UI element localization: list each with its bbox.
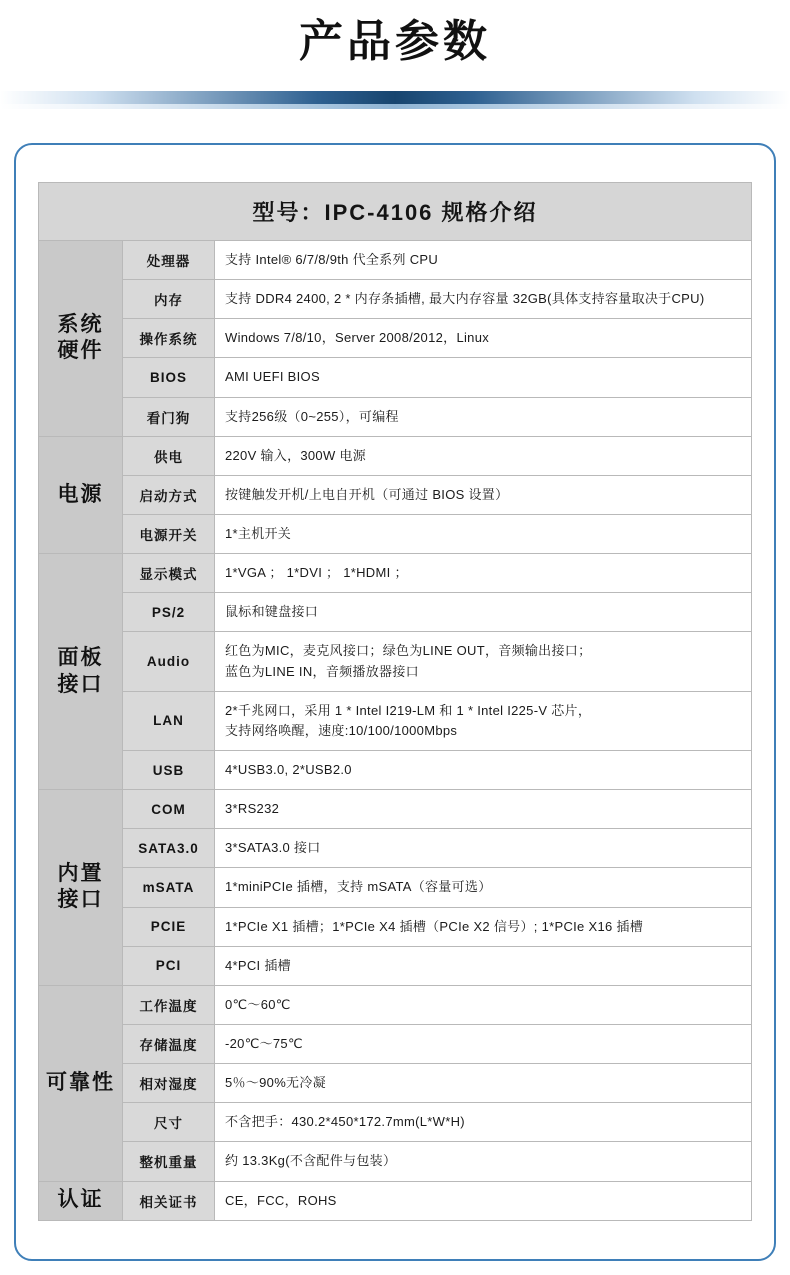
spec-name-cell: mSATA (123, 868, 215, 907)
spec-value-cell: 约 13.3Kg(不含配件与包装） (215, 1142, 752, 1181)
spec-value-cell: 鼠标和键盘接口 (215, 593, 752, 632)
spec-value-cell: 1*VGA ； 1*DVI ； 1*HDMI ； (215, 554, 752, 593)
spec-table-body (39, 183, 752, 1221)
spec-value-cell: 1*主机开关 (215, 514, 752, 553)
spec-name-cell: 相对湿度 (123, 1064, 215, 1103)
category-cell: 可靠性 (39, 985, 123, 1181)
spec-name-cell: PCI (123, 946, 215, 985)
table-row (39, 475, 752, 514)
spec-name-cell: 启动方式 (123, 475, 215, 514)
spec-value-cell: 5％～90%无冷凝 (215, 1064, 752, 1103)
category-cell: 认证 (39, 1181, 123, 1220)
page-title: 产品参数 (299, 17, 491, 66)
spec-name-cell: 显示模式 (123, 554, 215, 593)
table-header-row (39, 183, 752, 241)
table-row (39, 632, 752, 691)
table-row (39, 241, 752, 280)
spec-value-cell: CE，FCC，ROHS (215, 1181, 752, 1220)
spec-name-cell: 内存 (123, 280, 215, 319)
table-row (39, 554, 752, 593)
spec-value-cell: 1*PCIe X1 插槽；1*PCIe X4 插槽（PCIe X2 信号）; 1*PCIe X16 插槽 (215, 907, 752, 946)
spec-value-cell: 不含把手：430.2*450*172.7mm(L*W*H) (215, 1103, 752, 1142)
spec-name-cell: PS/2 (123, 593, 215, 632)
category-cell: 面板 接口 (39, 554, 123, 790)
spec-value-cell: 支持256级（0~255），可编程 (215, 397, 752, 436)
title-divider-bar (0, 91, 790, 104)
table-row (39, 790, 752, 829)
spec-name-cell: 电源开关 (123, 514, 215, 553)
table-row (39, 1103, 752, 1142)
table-row (39, 1181, 752, 1220)
spec-value-cell: Windows 7/8/10，Server 2008/2012，Linux (215, 319, 752, 358)
spec-name-cell: PCIE (123, 907, 215, 946)
spec-name-cell: Audio (123, 632, 215, 691)
table-row (39, 593, 752, 632)
spec-name-cell: SATA3.0 (123, 829, 215, 868)
table-row (39, 358, 752, 397)
table-row (39, 907, 752, 946)
spec-name-cell: USB (123, 750, 215, 789)
table-row (39, 397, 752, 436)
spec-name-cell: BIOS (123, 358, 215, 397)
spec-value-cell: 红色为MIC，麦克风接口；绿色为LINE OUT，音频输出接口； 蓝色为LINE IN，音频播放器接口 (215, 632, 752, 691)
category-cell: 电源 (39, 436, 123, 553)
spec-value-cell: 支持 Intel® 6/7/8/9th 代全系列 CPU (215, 241, 752, 280)
spec-value-cell: 按键触发开机/上电自开机（可通过 BIOS 设置） (215, 475, 752, 514)
table-row (39, 946, 752, 985)
spec-value-cell: 3*SATA3.0 接口 (215, 829, 752, 868)
table-row (39, 319, 752, 358)
spec-value-cell: 1*miniPCIe 插槽，支持 mSATA（容量可选） (215, 868, 752, 907)
spec-value-cell: 220V 输入，300W 电源 (215, 436, 752, 475)
table-row (39, 691, 752, 750)
spec-name-cell: 看门狗 (123, 397, 215, 436)
spec-value-cell: -20℃～75℃ (215, 1024, 752, 1063)
model-header-cell: 型号：IPC-4106 规格介绍 (39, 183, 752, 241)
spec-value-cell: 4*USB3.0, 2*USB2.0 (215, 750, 752, 789)
spec-value-cell: 2*千兆网口，采用 1 * Intel I219-LM 和 1 * Intel I225-V 芯片， 支持网络唤醒，速度:10/100/1000Mbps (215, 691, 752, 750)
spec-value-cell: 4*PCI 插槽 (215, 946, 752, 985)
spec-name-cell: 处理器 (123, 241, 215, 280)
table-row (39, 750, 752, 789)
spec-value-cell: 3*RS232 (215, 790, 752, 829)
spec-name-cell: 存储温度 (123, 1024, 215, 1063)
table-row (39, 1142, 752, 1181)
spec-name-cell: 供电 (123, 436, 215, 475)
spec-name-cell: 操作系统 (123, 319, 215, 358)
table-row (39, 1064, 752, 1103)
table-row (39, 985, 752, 1024)
title-divider (0, 85, 790, 111)
spec-value-cell: AMI UEFI BIOS (215, 358, 752, 397)
spec-value-cell: 0℃～60℃ (215, 985, 752, 1024)
category-cell: 内置 接口 (39, 790, 123, 986)
spec-name-cell: 工作温度 (123, 985, 215, 1024)
table-row (39, 514, 752, 553)
spec-name-cell: 相关证书 (123, 1181, 215, 1220)
spec-name-cell: 尺寸 (123, 1103, 215, 1142)
spec-name-cell: COM (123, 790, 215, 829)
specification-table (38, 182, 752, 1221)
spec-name-cell: 整机重量 (123, 1142, 215, 1181)
table-row (39, 868, 752, 907)
table-row (39, 829, 752, 868)
category-cell: 系统 硬件 (39, 241, 123, 437)
spec-value-cell: 支持 DDR4 2400, 2 * 内存条插槽, 最大内存容量 32GB(具体支持容量取决于CPU) (215, 280, 752, 319)
table-row (39, 436, 752, 475)
spec-name-cell: LAN (123, 691, 215, 750)
table-row (39, 1024, 752, 1063)
table-row (39, 280, 752, 319)
